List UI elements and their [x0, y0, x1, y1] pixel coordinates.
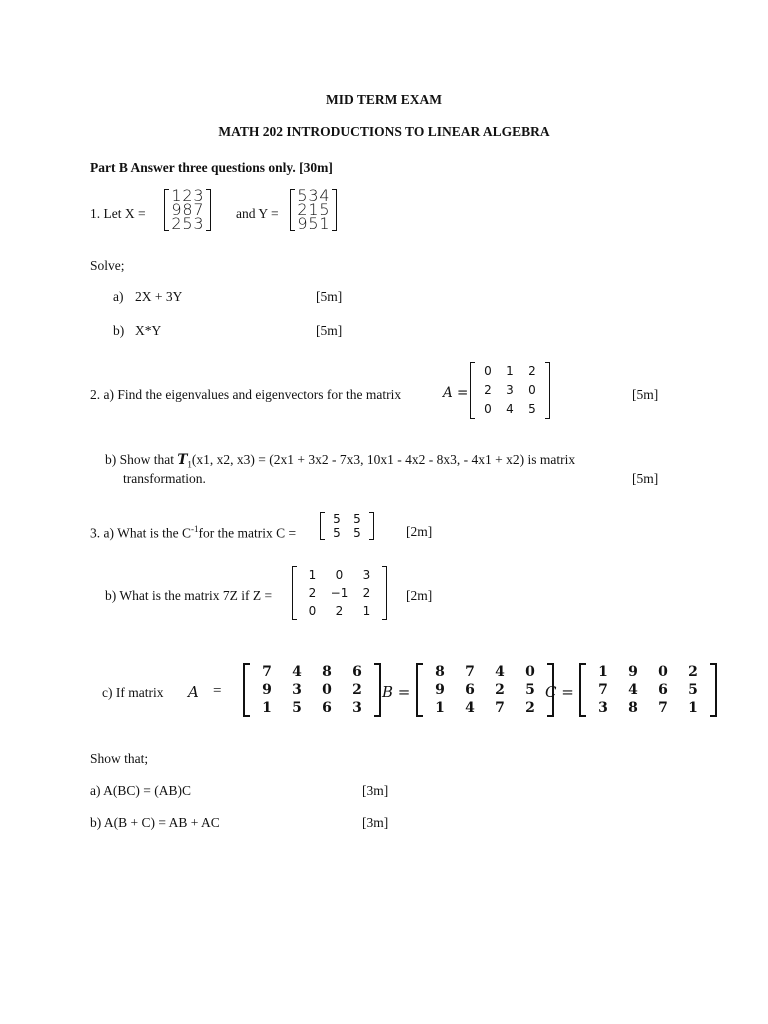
- matrix-a: [243, 663, 381, 717]
- q2-b-marks: [5m]: [632, 471, 659, 486]
- matrix-cell: 9: [171, 200, 182, 219]
- matrix-cell: 1: [688, 700, 698, 716]
- q1-b-label: b): [113, 323, 125, 338]
- right-bracket: [382, 566, 387, 620]
- q3-c-c-label: C =: [545, 683, 574, 701]
- matrix-cell: 5: [688, 682, 698, 698]
- matrix-cell: 5: [308, 214, 319, 233]
- matrix-cell: 5: [292, 700, 302, 716]
- matrix-cell: 4: [465, 700, 475, 716]
- matrix-row: [327, 512, 367, 526]
- matrix-cell: 6: [352, 664, 362, 680]
- q2-b-line2: transformation.: [123, 471, 206, 486]
- matrix-cell: 2: [335, 604, 344, 618]
- q1-lead: 1. Let X =: [90, 206, 146, 221]
- matrix-cell: 3: [292, 682, 302, 698]
- q2-a-text: 2. a) Find the eigenvalues and eigenvectors for the matrix: [90, 387, 402, 402]
- q2-b-T-sub: 1: [187, 459, 192, 470]
- matrix-cell: 1: [319, 214, 330, 233]
- q2-a-matrix-label: A =: [443, 385, 469, 401]
- matrix-cell: 0: [484, 364, 492, 378]
- matrix-cell: 0: [525, 664, 535, 680]
- matrix-cell: 8: [628, 700, 638, 716]
- matrix-cell: 4: [319, 186, 330, 205]
- matrix-cell: 7: [598, 682, 608, 698]
- matrix-cell: 1: [435, 700, 445, 716]
- matrix-cell: 7: [262, 664, 272, 680]
- left-bracket: [243, 663, 250, 717]
- matrix-cell: 5: [333, 526, 341, 540]
- matrix-row: [425, 681, 545, 699]
- right-bracket: [369, 512, 374, 540]
- matrix-cell: 2: [182, 186, 193, 205]
- q3-c-a-label: A: [188, 683, 199, 701]
- matrix-cell: 5: [525, 682, 535, 698]
- q3-a-sup: -1: [190, 524, 199, 534]
- matrix-z: [292, 566, 387, 620]
- matrix-row: [588, 663, 708, 681]
- q2-b-formula: (x1, x2, x3) = (2x1 + 3x2 - 7x3, 10x1 - 4x2 - 8x3, - 4x1 + x2) is matrix: [191, 452, 576, 467]
- matrix-cell: 2: [528, 364, 536, 378]
- matrix-cell: 3: [362, 568, 371, 582]
- matrix-body: [586, 663, 710, 717]
- matrix-cell: 2: [484, 383, 492, 397]
- matrix-cell: 3: [308, 186, 319, 205]
- matrix-cell: 1: [308, 200, 319, 219]
- matrix-cell: 2: [525, 700, 535, 716]
- matrix-cell: 6: [658, 682, 668, 698]
- matrix-row: [588, 681, 708, 699]
- q3-c-eq: =: [213, 683, 222, 699]
- matrix-row: [477, 400, 543, 419]
- matrix-cell: 4: [495, 664, 505, 680]
- matrix-cell: 1: [308, 568, 317, 582]
- q1-b-marks: [5m]: [316, 323, 343, 338]
- q1-a-text: 2X + 3Y: [135, 289, 183, 304]
- matrix-cell: 3: [193, 186, 204, 205]
- matrix-row: [252, 699, 372, 717]
- matrix-cell: 3: [352, 700, 362, 716]
- q3-c-text: c) If matrix: [102, 685, 164, 700]
- q2-b-line1: [105, 452, 575, 470]
- matrix-cell: 0: [322, 682, 332, 698]
- matrix-cell: 8: [322, 664, 332, 680]
- matrix-cell: 7: [658, 700, 668, 716]
- matrix-cell: 5: [319, 200, 330, 219]
- matrix-cell: 5: [353, 526, 361, 540]
- matrix-cell: 9: [297, 214, 308, 233]
- show-b-marks: [3m]: [362, 815, 389, 830]
- matrix-cell: 7: [465, 664, 475, 680]
- matrix-y: [290, 186, 337, 233]
- right-bracket: [374, 663, 381, 717]
- q3-a-line: [90, 524, 296, 542]
- q3-a-text-before: 3. a) What is the C: [90, 525, 191, 541]
- q1-and: and Y =: [236, 206, 279, 221]
- matrix-cell: 5: [353, 512, 361, 526]
- matrix-row: [299, 602, 380, 620]
- q1-a-marks: [5m]: [316, 289, 343, 304]
- matrix-cell: 7: [193, 200, 204, 219]
- matrix-row: [588, 699, 708, 717]
- matrix-cell: 0: [335, 568, 344, 582]
- matrix-cell: 5: [333, 512, 341, 526]
- matrix-row: [425, 699, 545, 717]
- matrix-cell: 9: [628, 664, 638, 680]
- matrix-cell: 2: [308, 586, 317, 600]
- matrix-cell: 6: [322, 700, 332, 716]
- matrix-row: [425, 663, 545, 681]
- matrix-row: [299, 566, 380, 584]
- matrix-cell: 1: [362, 604, 371, 618]
- q1-solve: Solve;: [90, 258, 125, 273]
- matrix-cell: 3: [598, 700, 608, 716]
- left-bracket: [579, 663, 586, 717]
- matrix-cell: 2: [352, 682, 362, 698]
- matrix-cell: 1: [506, 364, 514, 378]
- matrix-row: [297, 214, 330, 233]
- matrix-row: [327, 526, 367, 540]
- matrix-cell: 1: [171, 186, 182, 205]
- matrix-cell: 0: [528, 383, 536, 397]
- q2-b-T: T: [177, 452, 188, 468]
- matrix-cell: 2: [495, 682, 505, 698]
- show-b-text: b) A(B + C) = AB + AC: [90, 815, 220, 830]
- matrix-body: [423, 663, 547, 717]
- exam-title: MID TERM EXAM: [326, 92, 442, 107]
- q3-b-marks: [2m]: [406, 588, 433, 603]
- matrix-body: [169, 186, 206, 233]
- matrix-cell: 5: [528, 402, 536, 416]
- q2-a-marks: [5m]: [632, 387, 659, 402]
- q1-a-label: a): [113, 289, 124, 304]
- matrix-cell: 8: [182, 200, 193, 219]
- matrix-cell: 7: [495, 700, 505, 716]
- matrix-body: [325, 512, 369, 540]
- matrix-cell: 2: [171, 214, 182, 233]
- matrix-cell: 0: [658, 664, 668, 680]
- right-bracket: [206, 189, 211, 231]
- q3-a-marks: [2m]: [406, 524, 433, 539]
- matrix-cell: 4: [292, 664, 302, 680]
- matrix-row: [171, 214, 204, 233]
- matrix-row: [477, 381, 543, 400]
- matrix-body: [297, 566, 382, 620]
- matrix-cell: 3: [193, 214, 204, 233]
- left-bracket: [416, 663, 423, 717]
- q1-b-text: X*Y: [135, 323, 162, 338]
- matrix-cell: 3: [506, 383, 514, 397]
- matrix-body: [250, 663, 374, 717]
- show-a-text: a) A(BC) = (AB)C: [90, 783, 191, 798]
- matrix-row: [252, 663, 372, 681]
- show-heading: Show that;: [90, 751, 149, 766]
- matrix-cell: 0: [484, 402, 492, 416]
- matrix-c: [579, 663, 717, 717]
- matrix-a-eigen: [470, 362, 550, 419]
- matrix-c-inverse: [320, 512, 374, 540]
- course-title: MATH 202 INTRODUCTIONS TO LINEAR ALGEBRA: [218, 124, 550, 139]
- matrix-cell: 2: [362, 586, 371, 600]
- matrix-row: [299, 584, 380, 602]
- matrix-body: [475, 362, 545, 419]
- matrix-cell: 5: [297, 186, 308, 205]
- matrix-cell: 1: [598, 664, 608, 680]
- matrix-body: [295, 186, 332, 233]
- matrix-x: [164, 186, 211, 233]
- matrix-cell: 5: [182, 214, 193, 233]
- matrix-b: [416, 663, 554, 717]
- matrix-cell: 0: [308, 604, 317, 618]
- matrix-cell: 2: [688, 664, 698, 680]
- right-bracket: [332, 189, 337, 231]
- q3-c-b-label: B =: [382, 683, 411, 701]
- matrix-cell: 9: [262, 682, 272, 698]
- show-a-marks: [3m]: [362, 783, 389, 798]
- matrix-cell: −1: [330, 586, 349, 600]
- part-instructions: Part B Answer three questions only. [30m]: [90, 160, 333, 175]
- matrix-cell: 9: [435, 682, 445, 698]
- q3-a-text-after: for the matrix C =: [198, 525, 297, 541]
- matrix-row: [252, 681, 372, 699]
- matrix-row: [477, 362, 543, 381]
- matrix-cell: 6: [465, 682, 475, 698]
- matrix-cell: 4: [506, 402, 514, 416]
- q3-b-text: b) What is the matrix 7Z if Z =: [105, 588, 273, 603]
- right-bracket: [710, 663, 717, 717]
- q2-b-prefix: b) Show that: [105, 452, 174, 467]
- matrix-cell: 2: [297, 200, 308, 219]
- right-bracket: [545, 362, 550, 419]
- matrix-cell: 1: [262, 700, 272, 716]
- matrix-cell: 4: [628, 682, 638, 698]
- matrix-cell: 8: [435, 664, 445, 680]
